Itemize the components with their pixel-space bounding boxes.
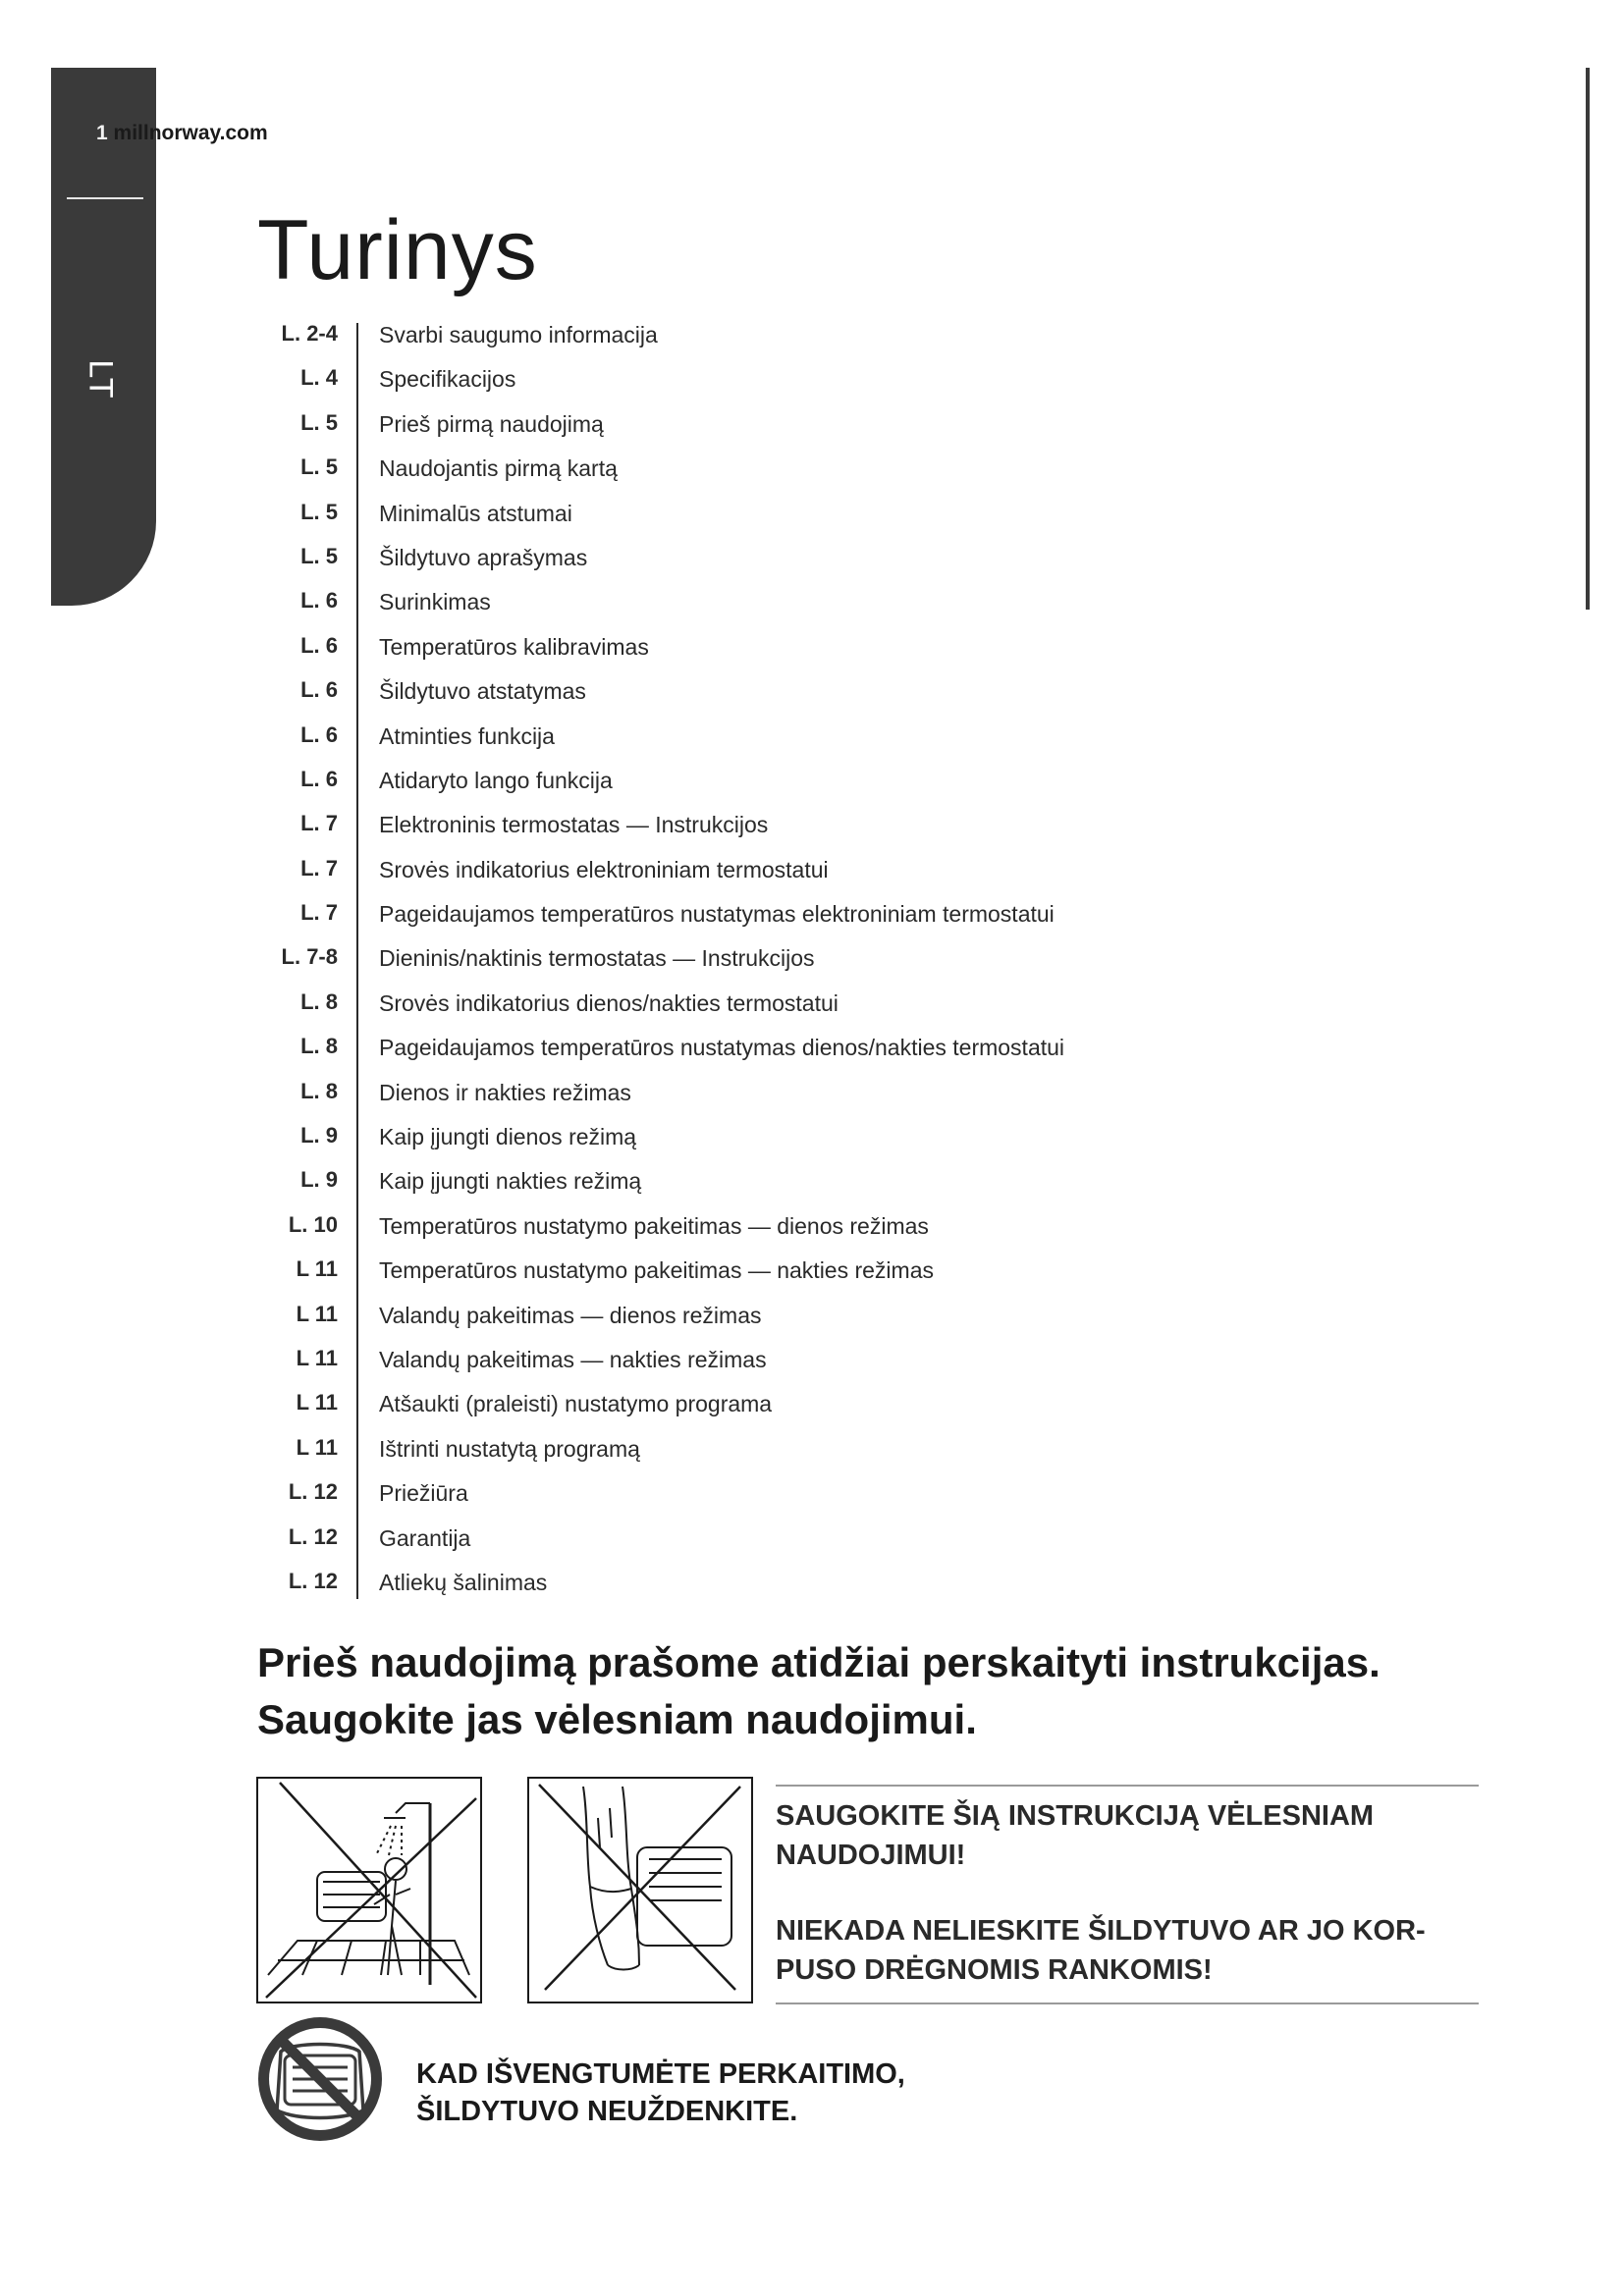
page-number: 1 — [96, 122, 108, 144]
toc-entry-title: Srovės indikatorius elektroniniam termostatui — [379, 856, 829, 882]
toc-entry — [257, 1565, 1435, 1609]
toc-entry — [257, 852, 1435, 896]
toc-entry — [257, 1342, 1435, 1386]
toc-entry — [257, 1475, 1435, 1520]
toc-entry-title: Naudojantis pirmą kartą — [379, 455, 618, 482]
toc-page-ref: L. 6 — [300, 677, 338, 703]
toc-entry-title: Kaip įjungti nakties režimą — [379, 1168, 642, 1195]
toc-page-ref: L 11 — [296, 1256, 338, 1282]
toc-entry — [257, 1075, 1435, 1119]
toc-entry-title: Temperatūros nustatymo pakeitimas — nakties režimas — [379, 1257, 934, 1284]
toc-entry — [257, 406, 1435, 451]
toc-entry-title: Atliekų šalinimas — [379, 1569, 548, 1595]
toc-page-ref: L. 7 — [300, 900, 338, 926]
toc-page-ref: L. 4 — [300, 365, 338, 391]
toc-entry — [257, 1431, 1435, 1475]
toc-page-ref: L. 12 — [288, 1479, 338, 1505]
toc-page-ref: L. 6 — [300, 721, 338, 747]
toc-page-ref: L. 9 — [300, 1167, 338, 1193]
language-code: LT — [81, 359, 120, 400]
toc-entry — [257, 584, 1435, 628]
toc-page-ref: L. 8 — [300, 1078, 338, 1103]
toc-entry-title: Prieš pirmą naudojimą — [379, 410, 604, 437]
toc-entry-title: Šildytuvo atstatymas — [379, 678, 586, 705]
toc-entry-title: Specifikacijos — [379, 366, 516, 393]
toc-page-ref: L. 5 — [300, 409, 338, 435]
toc-entry-title: Atminties funkcija — [379, 722, 555, 749]
toc-page-ref: L. 6 — [300, 766, 338, 791]
toc-entry-title: Minimalūs atstumai — [379, 500, 572, 526]
notice-line-2: Saugokite jas vėlesniam naudojimui. — [257, 1696, 977, 1742]
toc-entry-title: Dieninis/naktinis termostatas — Instrukcijos — [379, 945, 815, 972]
toc-entry — [257, 1119, 1435, 1163]
toc-entry — [257, 1030, 1435, 1074]
toc-entry — [257, 317, 1435, 361]
toc-entry-title: Temperatūros kalibravimas — [379, 633, 649, 660]
toc-page-ref: L. 8 — [300, 988, 338, 1014]
save-instructions-warning: SAUGOKITE ŠIĄ INSTRUKCIJĄ VĖLESNIAM NAUDOJIMUI! — [776, 1800, 1375, 1871]
table-of-contents — [257, 317, 1435, 1609]
toc-entry-title: Šildytuvo aprašymas — [379, 544, 588, 570]
read-instructions-notice — [257, 1634, 1534, 1748]
toc-entry-title: Ištrinti nustatytą programą — [379, 1435, 640, 1462]
toc-entry-title: Priežiūra — [379, 1480, 468, 1507]
no-wet-hands-icon — [527, 1777, 753, 2003]
toc-page-ref: L. 10 — [288, 1211, 338, 1237]
toc-entry-title: Kaip įjungti dienos režimą — [379, 1124, 637, 1150]
toc-entry-title: Dienos ir nakties režimas — [379, 1079, 631, 1105]
toc-entry — [257, 1386, 1435, 1430]
wet-hands-warning: NIEKADA NELIESKITE ŠILDYTUVO AR JO KOR-PUSO DRĖGNOMIS RANKOMIS! — [776, 1915, 1426, 1986]
toc-entry — [257, 940, 1435, 985]
toc-entry-title: Temperatūros nustatymo pakeitimas — dienos režimas — [379, 1212, 929, 1239]
side-tab-divider — [67, 197, 143, 199]
toc-page-ref: L. 5 — [300, 454, 338, 480]
toc-page-ref: L 11 — [296, 1301, 338, 1326]
toc-page-ref: L. 6 — [300, 588, 338, 614]
toc-entry-title: Valandų pakeitimas — nakties režimas — [379, 1346, 767, 1372]
toc-entry-title: Surinkimas — [379, 589, 491, 615]
toc-entry — [257, 1253, 1435, 1297]
toc-entry — [257, 763, 1435, 807]
no-bathroom-use-icon — [256, 1777, 482, 2003]
toc-page-ref: L. 8 — [300, 1034, 338, 1059]
do-not-cover-warning — [416, 2056, 1005, 2130]
toc-entry — [257, 1163, 1435, 1207]
toc-page-ref: L. 7-8 — [281, 944, 338, 970]
toc-entry — [257, 986, 1435, 1030]
page-header — [96, 122, 268, 145]
language-side-tab — [51, 68, 156, 606]
toc-page-ref: L. 7 — [300, 811, 338, 836]
toc-entry-title: Atidaryto lango funkcija — [379, 767, 613, 793]
toc-page-ref: L. 5 — [300, 543, 338, 568]
toc-page-ref: L 11 — [296, 1345, 338, 1370]
toc-page-ref: L. 7 — [300, 855, 338, 881]
toc-entry — [257, 1298, 1435, 1342]
toc-entry-title: Atšaukti (praleisti) nustatymo programa — [379, 1391, 773, 1417]
toc-entry-title: Pageidaujamos temperatūros nustatymas dienos/nakties termostatui — [379, 1035, 1065, 1061]
notice-line-1: Prieš naudojimą prašome atidžiai perskaityti instrukcijas. — [257, 1639, 1380, 1685]
do-not-cover-icon — [253, 2012, 387, 2146]
toc-entry-title: Elektroninis termostatas — Instrukcijos — [379, 812, 769, 838]
toc-page-ref: L. 9 — [300, 1123, 338, 1148]
toc-page-ref: L. 12 — [288, 1568, 338, 1593]
toc-entry — [257, 896, 1435, 940]
toc-entry — [257, 719, 1435, 763]
toc-entry — [257, 1521, 1435, 1565]
toc-entry — [257, 673, 1435, 718]
toc-entry-title: Pageidaujamos temperatūros nustatymas elektroniniam termostatui — [379, 901, 1055, 928]
website-link[interactable]: millnorway.com — [113, 122, 268, 144]
toc-entry-title: Svarbi saugumo informacija — [379, 322, 658, 347]
toc-entry — [257, 361, 1435, 405]
toc-page-ref: L. 5 — [300, 499, 338, 524]
toc-entry — [257, 629, 1435, 673]
toc-page-ref: L 11 — [296, 1434, 338, 1460]
toc-entry-title: Srovės indikatorius dienos/nakties termostatui — [379, 989, 839, 1016]
toc-entry — [257, 1208, 1435, 1253]
cover-warning-line-1: KAD IŠVENGTUMĖTE PERKAITIMO, — [416, 2058, 905, 2090]
toc-page-ref: L. 2-4 — [281, 321, 338, 346]
toc-entry-title: Valandų pakeitimas — dienos režimas — [379, 1302, 762, 1328]
toc-entry-title: Garantija — [379, 1524, 471, 1551]
toc-entry — [257, 807, 1435, 851]
toc-entry — [257, 540, 1435, 584]
cover-warning-line-2: ŠILDYTUVO NEUŽDENKITE. — [416, 2096, 798, 2127]
toc-entry — [257, 451, 1435, 495]
toc-page-ref: L 11 — [296, 1390, 338, 1415]
toc-entry — [257, 496, 1435, 540]
page-title: Turinys — [257, 203, 538, 297]
warnings-panel — [776, 1785, 1479, 2004]
toc-page-ref: L. 6 — [300, 632, 338, 658]
toc-page-ref: L. 12 — [288, 1523, 338, 1549]
right-margin-bar — [1586, 68, 1590, 610]
